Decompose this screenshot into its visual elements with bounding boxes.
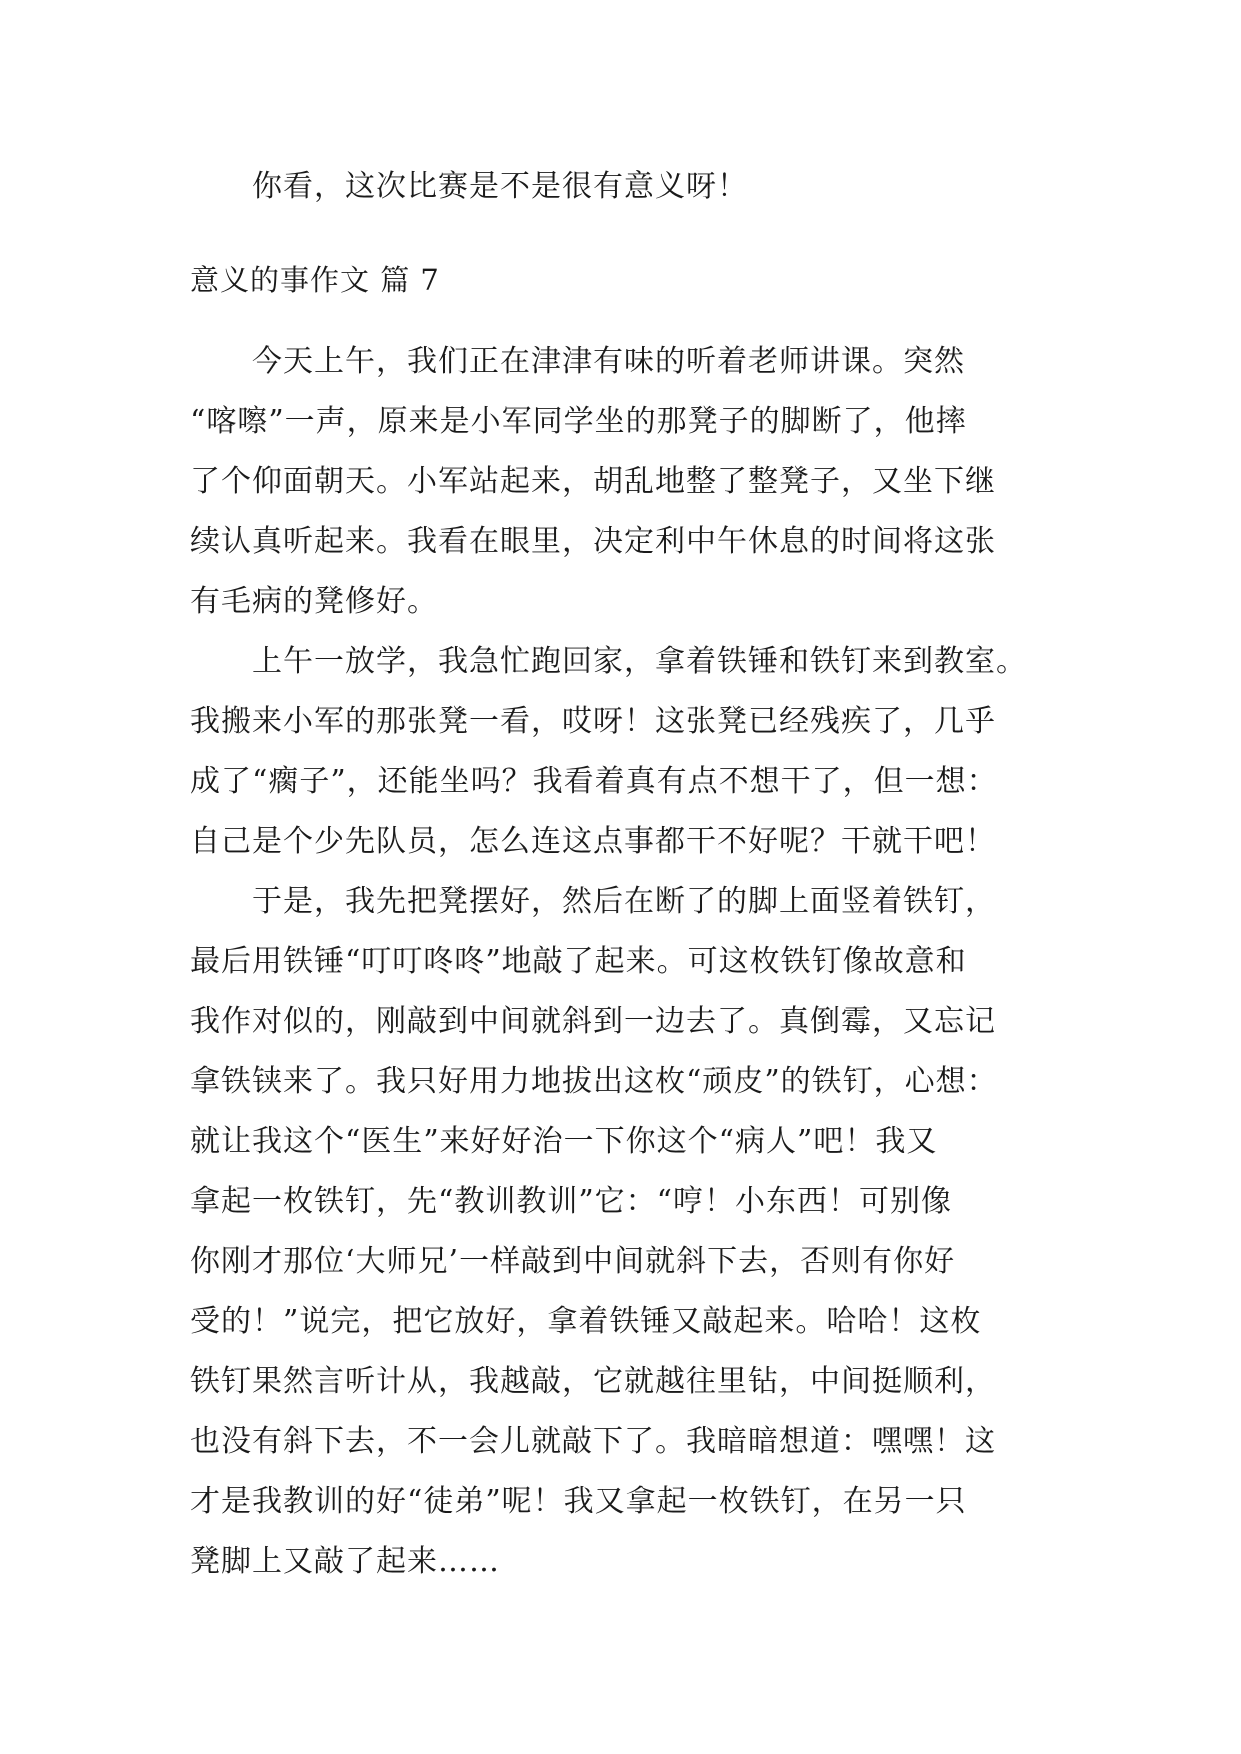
text-line: 你看，这次比赛是不是很有意义呀！ [190,169,748,204]
text-line: 自己是个少先队员，怎么连这点事都干不好呢？干就干吧！ [190,824,996,859]
text-line: 拿铁铗来了。我只好用力地拔出这枚“顽皮”的铁钉，心想： [190,1064,998,1099]
text-line: 拿起一枚铁钉，先“教训教训”它：“哼！小东西！可别像 [190,1184,953,1219]
text-line: 最后用铁锤“叮叮咚咚”地敲了起来。可这枚铁钉像故意和 [190,944,967,979]
text-line: 有毛病的凳修好。 [190,584,438,619]
text-line: 就让我这个“医生”来好好治一下你这个“病人”吧！我又 [190,1124,938,1159]
essay-body [190,332,1060,1592]
text-line: 续认真听起来。我看在眼里，决定利中午休息的时间将这张 [190,524,996,559]
text-line: 受的！”说完，把它放好，拿着铁锤又敲起来。哈哈！这枚 [190,1304,982,1339]
section-heading: 意义的事作文 篇 7 [190,263,440,297]
text-line: 成了“瘸子”，还能坐吗？我看着真有点不想干了，但一想： [190,764,998,799]
text-line: 上午一放学，我急忙跑回家，拿着铁锤和铁钉来到教室。 [190,644,1027,679]
text-line: 你刚才那位‘大师兄’一样敲到中间就斜下去，否则有你好 [190,1244,956,1279]
text-line: 今天上午，我们正在津津有味的听着老师讲课。突然 [190,344,965,379]
text-line: “喀嚓”一声，原来是小军同学坐的那凳子的脚断了，他摔 [190,404,967,439]
text-line: 于是，我先把凳摆好，然后在断了的脚上面竖着铁钉， [190,884,996,919]
intro-paragraph [190,157,1060,217]
text-line: 也没有斜下去，不一会儿就敲下了。我暗暗想道：嘿嘿！这 [190,1424,996,1459]
text-line: 了个仰面朝天。小军站起来，胡乱地整了整凳子，又坐下继 [190,464,996,499]
text-line: 铁钉果然言听计从，我越敲，它就越往里钻，中间挺顺利， [190,1364,996,1399]
text-line: 凳脚上又敲了起来…… [190,1544,500,1579]
text-line: 我作对似的，刚敲到中间就斜到一边去了。真倒霉，又忘记 [190,1004,996,1039]
text-line: 才是我教训的好“徒弟”呢！我又拿起一枚铁钉，在另一只 [190,1484,967,1519]
text-line: 我搬来小军的那张凳一看，哎呀！这张凳已经残疾了，几乎 [190,704,996,739]
